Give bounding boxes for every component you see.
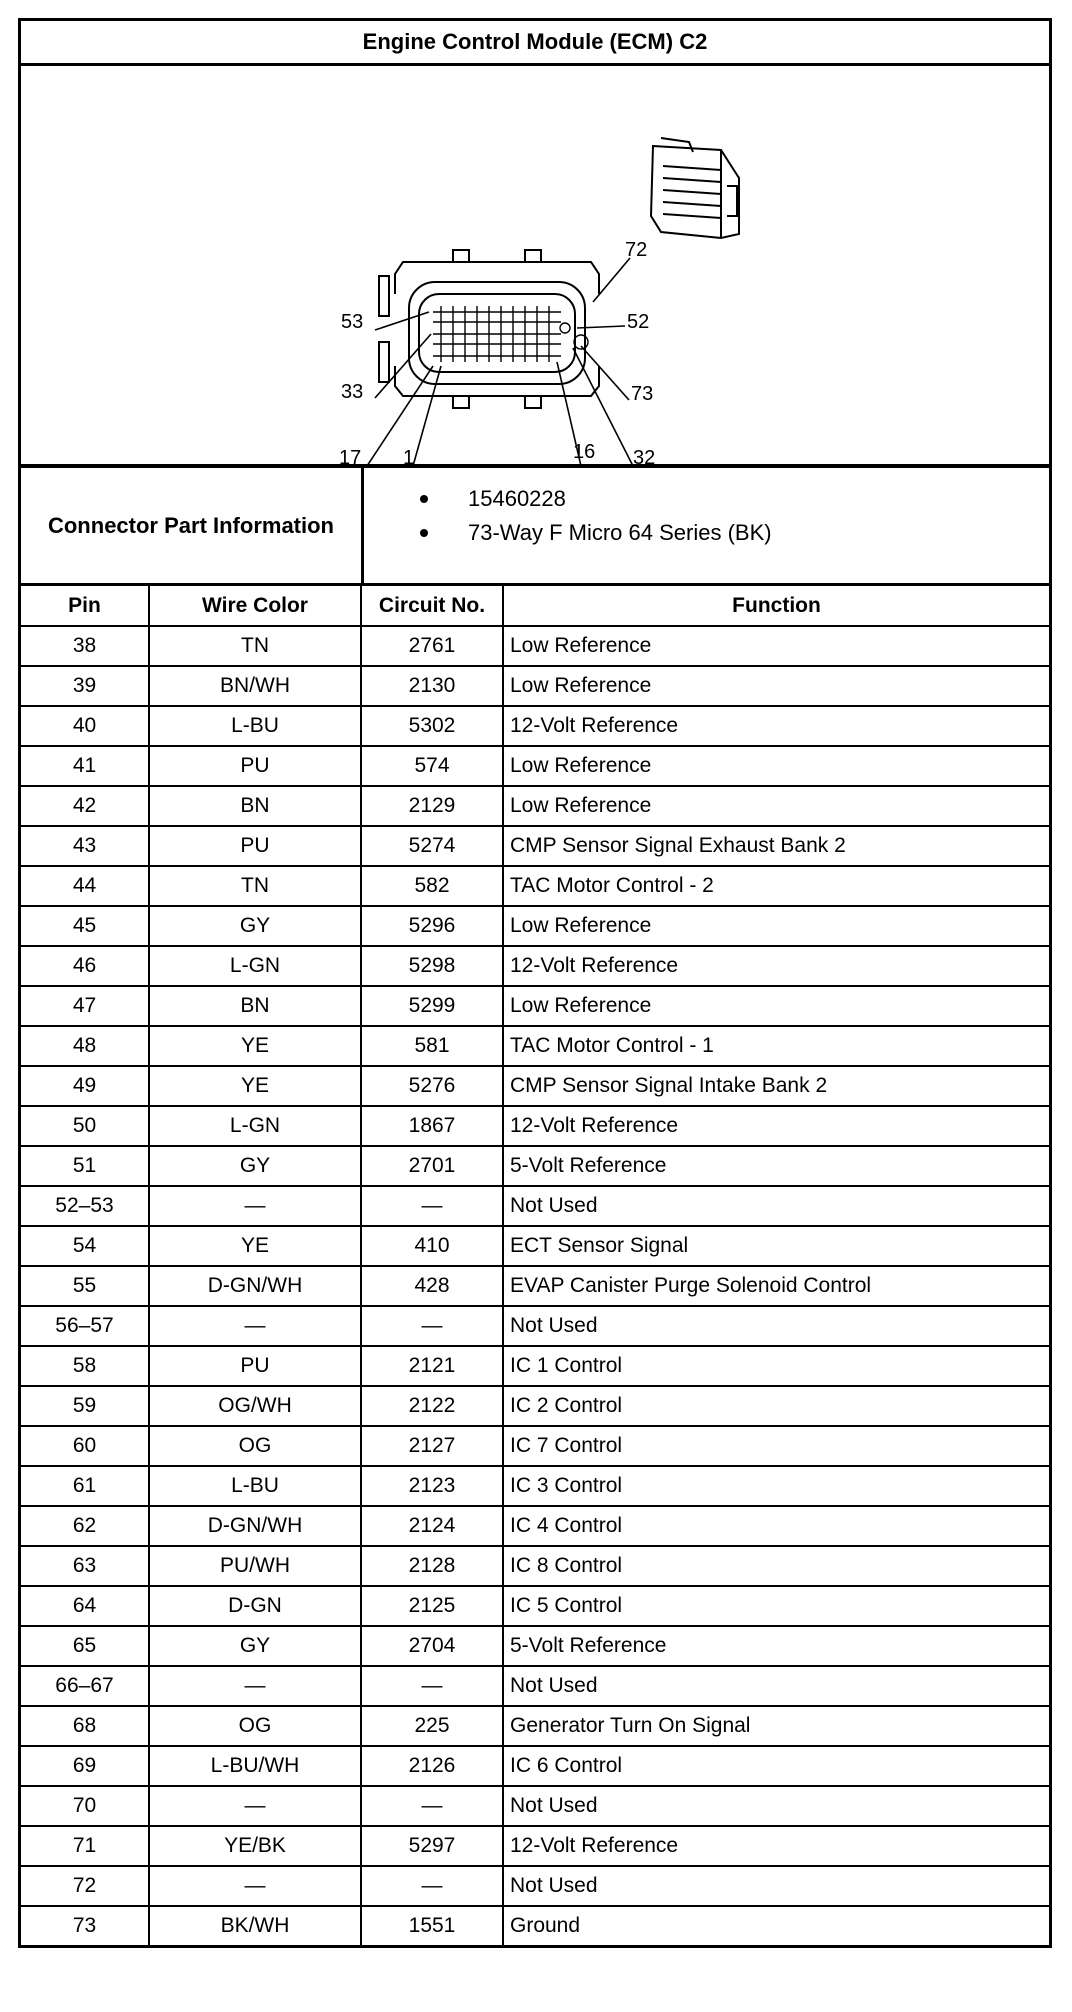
function-cell: IC 1 Control bbox=[503, 1346, 1049, 1386]
bullet-icon bbox=[420, 529, 428, 537]
table-row bbox=[21, 1786, 1049, 1826]
circuit-cell: 5299 bbox=[361, 986, 503, 1026]
circuit-cell: 5296 bbox=[361, 906, 503, 946]
function-cell: Low Reference bbox=[503, 906, 1049, 946]
table-row bbox=[21, 1586, 1049, 1626]
pin-cell: 48 bbox=[21, 1026, 149, 1066]
wire-color-cell: TN bbox=[149, 866, 361, 906]
connector-info-list bbox=[364, 468, 1049, 583]
function-cell: Not Used bbox=[503, 1786, 1049, 1826]
wire-color-cell: PU bbox=[149, 746, 361, 786]
pin-label-72: 72 bbox=[625, 239, 648, 261]
pin-cell: 63 bbox=[21, 1546, 149, 1586]
wire-color-cell: L-GN bbox=[149, 946, 361, 986]
circuit-cell: 225 bbox=[361, 1706, 503, 1746]
circuit-cell: 1551 bbox=[361, 1906, 503, 1945]
pin-label-17: 17 bbox=[339, 447, 362, 464]
function-cell: Not Used bbox=[503, 1186, 1049, 1226]
table-row bbox=[21, 1866, 1049, 1906]
circuit-cell: 2124 bbox=[361, 1506, 503, 1546]
pin-cell: 45 bbox=[21, 906, 149, 946]
table-row bbox=[21, 1186, 1049, 1226]
pin-cell: 71 bbox=[21, 1826, 149, 1866]
table-row bbox=[21, 1466, 1049, 1506]
function-cell: 5-Volt Reference bbox=[503, 1626, 1049, 1666]
table-row bbox=[21, 626, 1049, 666]
wire-color-cell: D-GN/WH bbox=[149, 1506, 361, 1546]
connector-part-information bbox=[21, 468, 1049, 586]
function-cell: Low Reference bbox=[503, 746, 1049, 786]
wire-color-cell: OG bbox=[149, 1426, 361, 1466]
connector-drawing bbox=[21, 66, 1049, 464]
function-cell: IC 3 Control bbox=[503, 1466, 1049, 1506]
pin-cell: 70 bbox=[21, 1786, 149, 1826]
part-number-item bbox=[420, 482, 1049, 516]
part-number: 15460228 bbox=[468, 486, 566, 511]
connector-description: 73-Way F Micro 64 Series (BK) bbox=[468, 520, 772, 545]
table-row bbox=[21, 866, 1049, 906]
pin-cell: 47 bbox=[21, 986, 149, 1026]
pin-label-33: 33 bbox=[341, 381, 364, 403]
function-cell: IC 6 Control bbox=[503, 1746, 1049, 1786]
connector-description-item bbox=[420, 516, 1049, 550]
wire-color-cell: GY bbox=[149, 1146, 361, 1186]
pin-cavities bbox=[433, 306, 588, 362]
function-cell: Generator Turn On Signal bbox=[503, 1706, 1049, 1746]
table-row bbox=[21, 1146, 1049, 1186]
function-cell: ECT Sensor Signal bbox=[503, 1226, 1049, 1266]
pin-cell: 44 bbox=[21, 866, 149, 906]
header-wire-color: Wire Color bbox=[149, 586, 361, 626]
pin-label-1: 1 bbox=[403, 447, 415, 464]
circuit-cell: 2701 bbox=[361, 1146, 503, 1186]
wire-color-cell: — bbox=[149, 1306, 361, 1346]
circuit-cell: — bbox=[361, 1866, 503, 1906]
pin-label-52: 52 bbox=[627, 311, 650, 333]
circuit-cell: 581 bbox=[361, 1026, 503, 1066]
table-row bbox=[21, 986, 1049, 1026]
circuit-cell: 428 bbox=[361, 1266, 503, 1306]
circuit-cell: 1867 bbox=[361, 1106, 503, 1146]
circuit-cell: 5274 bbox=[361, 826, 503, 866]
pin-cell: 55 bbox=[21, 1266, 149, 1306]
page-title: Engine Control Module (ECM) C2 bbox=[21, 21, 1049, 66]
circuit-cell: 2127 bbox=[361, 1426, 503, 1466]
pin-cell: 58 bbox=[21, 1346, 149, 1386]
wire-color-cell: OG/WH bbox=[149, 1386, 361, 1426]
function-cell: TAC Motor Control - 2 bbox=[503, 866, 1049, 906]
table-row bbox=[21, 1826, 1049, 1866]
header-circuit-no: Circuit No. bbox=[361, 586, 503, 626]
table-row bbox=[21, 1746, 1049, 1786]
function-cell: IC 2 Control bbox=[503, 1386, 1049, 1426]
pin-cell: 42 bbox=[21, 786, 149, 826]
table-row bbox=[21, 1386, 1049, 1426]
pin-cell: 61 bbox=[21, 1466, 149, 1506]
pin-cell: 66–67 bbox=[21, 1666, 149, 1706]
pin-cell: 72 bbox=[21, 1866, 149, 1906]
pin-cell: 69 bbox=[21, 1746, 149, 1786]
circuit-cell: 5302 bbox=[361, 706, 503, 746]
pin-label-16: 16 bbox=[573, 441, 596, 463]
pin-cell: 43 bbox=[21, 826, 149, 866]
circuit-cell: 5297 bbox=[361, 1826, 503, 1866]
table-row bbox=[21, 1506, 1049, 1546]
table-row bbox=[21, 666, 1049, 706]
circuit-cell: 410 bbox=[361, 1226, 503, 1266]
function-cell: IC 5 Control bbox=[503, 1586, 1049, 1626]
wire-color-cell: PU bbox=[149, 1346, 361, 1386]
circuit-cell: 2130 bbox=[361, 666, 503, 706]
header-function: Function bbox=[503, 586, 1049, 626]
wire-color-cell: OG bbox=[149, 1706, 361, 1746]
pin-cell: 73 bbox=[21, 1906, 149, 1945]
function-cell: 12-Volt Reference bbox=[503, 1826, 1049, 1866]
pin-cell: 40 bbox=[21, 706, 149, 746]
connector-info-label: Connector Part Information bbox=[21, 468, 364, 583]
circuit-cell: 582 bbox=[361, 866, 503, 906]
circuit-cell: 2126 bbox=[361, 1746, 503, 1786]
pin-cell: 62 bbox=[21, 1506, 149, 1546]
pin-cell: 65 bbox=[21, 1626, 149, 1666]
pin-cell: 60 bbox=[21, 1426, 149, 1466]
wire-color-cell: — bbox=[149, 1666, 361, 1706]
function-cell: 12-Volt Reference bbox=[503, 946, 1049, 986]
table-row bbox=[21, 1626, 1049, 1666]
pin-cell: 68 bbox=[21, 1706, 149, 1746]
pin-cell: 50 bbox=[21, 1106, 149, 1146]
wire-color-cell: YE bbox=[149, 1026, 361, 1066]
table-row bbox=[21, 1106, 1049, 1146]
circuit-cell: — bbox=[361, 1306, 503, 1346]
circuit-cell: 2129 bbox=[361, 786, 503, 826]
circuit-cell: 2121 bbox=[361, 1346, 503, 1386]
wire-color-cell: PU/WH bbox=[149, 1546, 361, 1586]
pin-label-32: 32 bbox=[633, 447, 656, 464]
circuit-cell: 2123 bbox=[361, 1466, 503, 1506]
circuit-cell: — bbox=[361, 1666, 503, 1706]
pin-cell: 59 bbox=[21, 1386, 149, 1426]
bullet-icon bbox=[420, 495, 428, 503]
function-cell: IC 7 Control bbox=[503, 1426, 1049, 1466]
pinout-table-body bbox=[21, 626, 1049, 1945]
pin-cell: 52–53 bbox=[21, 1186, 149, 1226]
wire-color-cell: YE/BK bbox=[149, 1826, 361, 1866]
pin-cell: 38 bbox=[21, 626, 149, 666]
pin-cell: 51 bbox=[21, 1146, 149, 1186]
circuit-cell: 2128 bbox=[361, 1546, 503, 1586]
function-cell: IC 4 Control bbox=[503, 1506, 1049, 1546]
table-row bbox=[21, 906, 1049, 946]
table-row bbox=[21, 706, 1049, 746]
function-cell: CMP Sensor Signal Exhaust Bank 2 bbox=[503, 826, 1049, 866]
table-row bbox=[21, 1266, 1049, 1306]
table-row bbox=[21, 1666, 1049, 1706]
wire-color-cell: — bbox=[149, 1786, 361, 1826]
function-cell: Not Used bbox=[503, 1666, 1049, 1706]
function-cell: CMP Sensor Signal Intake Bank 2 bbox=[503, 1066, 1049, 1106]
function-cell: IC 8 Control bbox=[503, 1546, 1049, 1586]
function-cell: Low Reference bbox=[503, 626, 1049, 666]
function-cell: 12-Volt Reference bbox=[503, 1106, 1049, 1146]
function-cell: Low Reference bbox=[503, 986, 1049, 1026]
table-row bbox=[21, 1226, 1049, 1266]
pin-label-73: 73 bbox=[631, 383, 654, 405]
wire-color-cell: BN bbox=[149, 786, 361, 826]
circuit-cell: 5298 bbox=[361, 946, 503, 986]
wire-color-cell: YE bbox=[149, 1226, 361, 1266]
table-row bbox=[21, 1546, 1049, 1586]
wire-color-cell: L-BU bbox=[149, 706, 361, 746]
table-header-row bbox=[21, 586, 1049, 626]
table-row bbox=[21, 1706, 1049, 1746]
function-cell: Low Reference bbox=[503, 666, 1049, 706]
table-row bbox=[21, 1346, 1049, 1386]
function-cell: 5-Volt Reference bbox=[503, 1146, 1049, 1186]
wire-color-cell: PU bbox=[149, 826, 361, 866]
table-row bbox=[21, 1066, 1049, 1106]
wire-color-cell: D-GN/WH bbox=[149, 1266, 361, 1306]
function-cell: 12-Volt Reference bbox=[503, 706, 1049, 746]
circuit-cell: 2704 bbox=[361, 1626, 503, 1666]
wire-color-cell: GY bbox=[149, 1626, 361, 1666]
wire-color-cell: — bbox=[149, 1186, 361, 1226]
connector-diagram bbox=[21, 66, 1049, 468]
table-row bbox=[21, 746, 1049, 786]
circuit-cell: — bbox=[361, 1186, 503, 1226]
pin-leader-lines bbox=[367, 258, 633, 464]
wire-color-cell: YE bbox=[149, 1066, 361, 1106]
pin-cell: 64 bbox=[21, 1586, 149, 1626]
wire-color-cell: GY bbox=[149, 906, 361, 946]
function-cell: Not Used bbox=[503, 1866, 1049, 1906]
pin-cell: 49 bbox=[21, 1066, 149, 1106]
pin-cell: 41 bbox=[21, 746, 149, 786]
wire-color-cell: L-BU bbox=[149, 1466, 361, 1506]
wire-color-cell: BK/WH bbox=[149, 1906, 361, 1945]
function-cell: TAC Motor Control - 1 bbox=[503, 1026, 1049, 1066]
pin-cell: 54 bbox=[21, 1226, 149, 1266]
wire-color-cell: BN bbox=[149, 986, 361, 1026]
table-row bbox=[21, 946, 1049, 986]
pin-label-53: 53 bbox=[341, 311, 364, 333]
wire-color-cell: D-GN bbox=[149, 1586, 361, 1626]
function-cell: Low Reference bbox=[503, 786, 1049, 826]
pin-cell: 56–57 bbox=[21, 1306, 149, 1346]
wire-color-cell: L-BU/WH bbox=[149, 1746, 361, 1786]
function-cell: EVAP Canister Purge Solenoid Control bbox=[503, 1266, 1049, 1306]
circuit-cell: 574 bbox=[361, 746, 503, 786]
table-row bbox=[21, 1306, 1049, 1346]
pin-cell: 39 bbox=[21, 666, 149, 706]
wire-color-cell: TN bbox=[149, 626, 361, 666]
table-row bbox=[21, 786, 1049, 826]
wire-color-cell: L-GN bbox=[149, 1106, 361, 1146]
function-cell: Ground bbox=[503, 1906, 1049, 1945]
table-row bbox=[21, 1906, 1049, 1945]
function-cell: Not Used bbox=[503, 1306, 1049, 1346]
circuit-cell: 2125 bbox=[361, 1586, 503, 1626]
wire-color-cell: BN/WH bbox=[149, 666, 361, 706]
pin-cell: 46 bbox=[21, 946, 149, 986]
table-row bbox=[21, 826, 1049, 866]
circuit-cell: 2761 bbox=[361, 626, 503, 666]
circuit-cell: 5276 bbox=[361, 1066, 503, 1106]
wire-color-cell: — bbox=[149, 1866, 361, 1906]
table-row bbox=[21, 1426, 1049, 1466]
table-row bbox=[21, 1026, 1049, 1066]
circuit-cell: 2122 bbox=[361, 1386, 503, 1426]
header-pin: Pin bbox=[21, 586, 149, 626]
connector-3d-view-icon bbox=[651, 138, 739, 238]
pinout-table bbox=[21, 586, 1049, 1945]
ecm-connector-document bbox=[18, 18, 1052, 1948]
circuit-cell: — bbox=[361, 1786, 503, 1826]
